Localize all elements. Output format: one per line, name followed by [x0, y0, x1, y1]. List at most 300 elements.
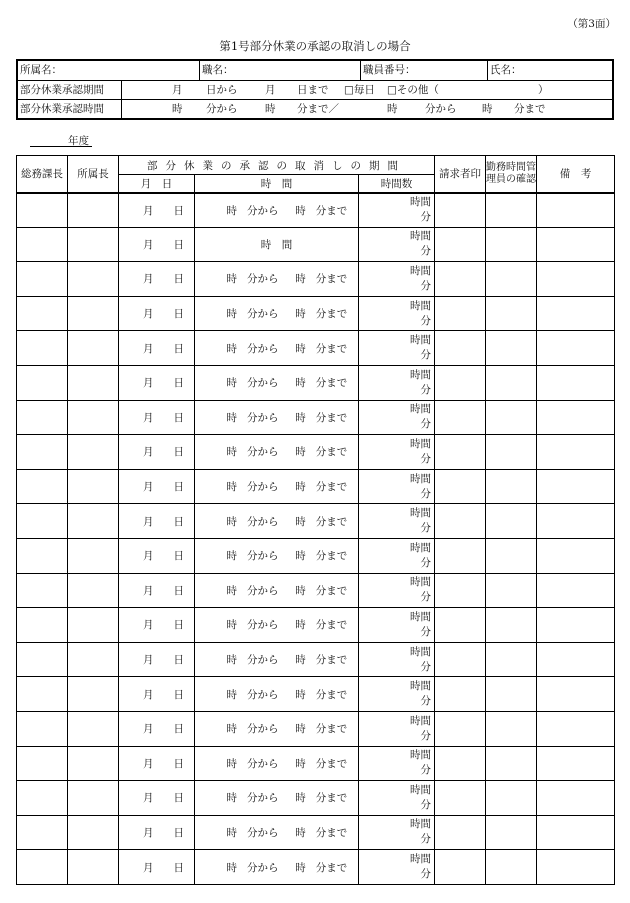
office-head-seal-cell[interactable] [68, 365, 119, 400]
work-time-manager-cell[interactable] [486, 400, 537, 435]
work-time-manager-cell[interactable] [486, 781, 537, 816]
hours-count-cell[interactable] [359, 746, 435, 781]
hour-to: 時 [295, 446, 306, 459]
table-row [17, 400, 615, 435]
minutes-unit: 分 [420, 868, 432, 881]
remarks-cell[interactable] [537, 781, 615, 816]
general-manager-seal-cell[interactable] [17, 400, 68, 435]
applicant-seal-cell[interactable] [435, 193, 486, 228]
month-day-cell[interactable] [119, 504, 195, 539]
hours-unit: 時間 [410, 507, 432, 520]
applicant-seal-cell[interactable] [435, 365, 486, 400]
minutes-unit: 分 [420, 383, 432, 396]
position-field[interactable] [199, 61, 360, 80]
applicant-seal-cell[interactable] [435, 331, 486, 366]
month-day-cell[interactable] [119, 746, 195, 781]
time-cell[interactable] [195, 193, 359, 228]
month-day-cell[interactable] [119, 677, 195, 712]
day-unit: 日 [173, 584, 184, 597]
hour-from: 時 [226, 688, 237, 701]
general-manager-seal-cell[interactable] [17, 504, 68, 539]
hours-unit: 時間 [410, 196, 432, 209]
time-cell[interactable] [195, 608, 359, 643]
time-cell[interactable] [195, 331, 359, 366]
general-manager-seal-cell[interactable] [17, 677, 68, 712]
hour-to: 時 [295, 688, 306, 701]
hours-unit: 時間 [410, 368, 432, 381]
work-time-manager-cell[interactable] [486, 608, 537, 643]
month-unit: 月 [143, 792, 154, 805]
office-head-seal-cell[interactable] [68, 262, 119, 297]
month-day-cell[interactable] [119, 262, 195, 297]
remarks-cell[interactable] [537, 850, 615, 885]
time-cell[interactable] [195, 815, 359, 850]
hours-unit: 時間 [410, 680, 432, 693]
minute-to: 分まで [315, 584, 348, 597]
day-unit: 日 [173, 411, 184, 424]
office-head-seal-cell[interactable] [68, 435, 119, 470]
office-head-seal-cell[interactable] [68, 677, 119, 712]
hours-count-cell[interactable] [359, 365, 435, 400]
month-unit: 月 [143, 377, 154, 390]
time-cell[interactable] [195, 296, 359, 331]
applicant-seal-cell[interactable] [435, 538, 486, 573]
month-unit: 月 [143, 411, 154, 424]
applicant-seal-cell[interactable] [435, 435, 486, 470]
general-manager-seal-cell[interactable] [17, 538, 68, 573]
minute-from: 分から [247, 861, 279, 874]
time-cell[interactable] [195, 365, 359, 400]
minute-to: 分まで [315, 204, 348, 217]
general-manager-seal-cell[interactable] [17, 435, 68, 470]
hours-count-cell[interactable] [359, 642, 435, 677]
office-head-seal-cell[interactable] [68, 746, 119, 781]
work-time-manager-cell[interactable] [486, 538, 537, 573]
hour-to: 時 [295, 273, 306, 286]
remarks-cell[interactable] [537, 677, 615, 712]
day-unit: 日 [173, 342, 184, 355]
minute-to: 分まで [315, 723, 348, 736]
period-from: 日から [206, 84, 238, 96]
hours-count-cell[interactable] [359, 400, 435, 435]
hours-unit: 時間 [410, 853, 432, 866]
work-time-manager-cell[interactable] [486, 746, 537, 781]
hours-label: 部分休業承認時間 [20, 103, 104, 115]
office-head-seal-cell[interactable] [68, 193, 119, 228]
month-unit: 月 [143, 688, 154, 701]
hour-to: 時 [295, 654, 306, 667]
hours-count-cell[interactable] [359, 677, 435, 712]
remarks-cell[interactable] [537, 573, 615, 608]
general-manager-seal-cell[interactable] [17, 193, 68, 228]
applicant-seal-cell[interactable] [435, 711, 486, 746]
minutes-unit: 分 [420, 452, 432, 465]
general-manager-seal-cell[interactable] [17, 573, 68, 608]
time-cell[interactable] [195, 746, 359, 781]
applicant-seal-cell[interactable] [435, 296, 486, 331]
hours-m2: 分まで／ [297, 103, 339, 115]
applicant-seal-cell[interactable] [435, 227, 486, 262]
table-row [17, 815, 615, 850]
month-day-cell[interactable] [119, 642, 195, 677]
general-manager-seal-cell[interactable] [17, 642, 68, 677]
hour-to: 時 [295, 757, 306, 770]
hour-to: 時 [295, 619, 306, 632]
applicant-seal-cell[interactable] [435, 677, 486, 712]
employee-number-field[interactable] [360, 61, 487, 80]
hour-from: 時 [226, 308, 237, 321]
applicant-seal-cell[interactable] [435, 850, 486, 885]
work-time-manager-cell[interactable] [486, 469, 537, 504]
minute-to: 分まで [315, 446, 348, 459]
month-unit: 月 [143, 204, 154, 217]
office-head-seal-cell[interactable] [68, 400, 119, 435]
time-cell[interactable] [195, 435, 359, 470]
month-day-cell[interactable] [119, 538, 195, 573]
month-unit: 月 [143, 515, 154, 528]
minutes-unit: 分 [420, 798, 432, 811]
info-table [16, 59, 614, 120]
office-head-seal-cell[interactable] [68, 850, 119, 885]
day-unit: 日 [173, 688, 184, 701]
minute-to: 分まで [315, 411, 348, 424]
work-time-manager-cell[interactable] [486, 262, 537, 297]
minutes-unit: 分 [420, 625, 432, 638]
month-day-cell[interactable] [119, 815, 195, 850]
applicant-seal-cell[interactable] [435, 608, 486, 643]
general-manager-seal-cell[interactable] [17, 850, 68, 885]
work-time-manager-cell[interactable] [486, 296, 537, 331]
office-head-seal-cell[interactable] [68, 781, 119, 816]
table-row [17, 262, 615, 297]
table-row [17, 193, 615, 228]
remarks-cell[interactable] [537, 193, 615, 228]
day-unit: 日 [173, 308, 184, 321]
hour-to: 時 [295, 792, 306, 805]
minutes-unit: 分 [420, 556, 432, 569]
hours-unit: 時間 [410, 783, 432, 796]
time-cell[interactable] [195, 711, 359, 746]
general-manager-seal-cell[interactable] [17, 365, 68, 400]
applicant-seal-cell[interactable] [435, 642, 486, 677]
minute-to: 分まで [315, 481, 348, 494]
month-day-cell[interactable] [119, 296, 195, 331]
hours-h3: 時 [387, 103, 398, 115]
month-day-cell[interactable] [119, 331, 195, 366]
month-day-cell[interactable] [119, 850, 195, 885]
hours-count-cell[interactable] [359, 538, 435, 573]
month-unit: 月 [143, 550, 154, 563]
other-checkbox[interactable]: □その他（ [387, 84, 439, 96]
remarks-cell[interactable] [537, 711, 615, 746]
hour-to: 時 [295, 826, 306, 839]
hours-value[interactable] [121, 100, 612, 118]
remarks-cell[interactable] [537, 365, 615, 400]
header-cancel-period: 部分休業の承認の取消しの期間 [119, 156, 435, 175]
work-time-manager-cell[interactable] [486, 573, 537, 608]
month-day-cell[interactable] [119, 573, 195, 608]
table-row [17, 469, 615, 504]
work-time-manager-cell[interactable] [486, 850, 537, 885]
applicant-seal-cell[interactable] [435, 815, 486, 850]
remarks-cell[interactable] [537, 504, 615, 539]
minute-to: 分まで [315, 688, 348, 701]
hours-count-cell[interactable] [359, 469, 435, 504]
hours-count-cell[interactable] [359, 815, 435, 850]
table-row [17, 573, 615, 608]
work-time-manager-cell[interactable] [486, 815, 537, 850]
work-time-manager-cell[interactable] [486, 365, 537, 400]
day-unit: 日 [173, 861, 184, 874]
general-manager-seal-cell[interactable] [17, 608, 68, 643]
hours-unit: 時間 [410, 230, 432, 243]
work-time-manager-cell[interactable] [486, 227, 537, 262]
work-time-manager-cell[interactable] [486, 711, 537, 746]
period-label: 部分休業承認期間 [20, 84, 104, 96]
month-day-cell[interactable] [119, 608, 195, 643]
general-manager-seal-cell[interactable] [17, 227, 68, 262]
office-head-seal-cell[interactable] [68, 469, 119, 504]
hour-from: 時 [226, 861, 237, 874]
general-manager-seal-cell[interactable] [17, 746, 68, 781]
table-row [17, 435, 615, 470]
time-cell[interactable] [195, 642, 359, 677]
name-field[interactable] [487, 61, 612, 80]
hours-count-cell[interactable] [359, 331, 435, 366]
minute-from: 分から [247, 411, 279, 424]
fiscal-year-label: 年度 [68, 135, 89, 147]
general-manager-seal-cell[interactable] [17, 711, 68, 746]
time-cell[interactable] [195, 262, 359, 297]
minute-from: 分から [247, 688, 279, 701]
hours-count-cell[interactable] [359, 781, 435, 816]
remarks-cell[interactable] [537, 642, 615, 677]
minutes-unit: 分 [420, 245, 432, 258]
office-head-seal-cell[interactable] [68, 538, 119, 573]
day-unit: 日 [173, 377, 184, 390]
general-manager-seal-cell[interactable] [17, 815, 68, 850]
table-row [17, 296, 615, 331]
hour-from: 時 [226, 619, 237, 632]
table-row [17, 711, 615, 746]
remarks-cell[interactable] [537, 400, 615, 435]
hours-unit: 時間 [410, 264, 432, 277]
office-head-seal-cell[interactable] [68, 573, 119, 608]
hours-h2: 時 [265, 103, 276, 115]
remarks-cell[interactable] [537, 608, 615, 643]
month-day-cell[interactable] [119, 711, 195, 746]
minute-from: 分から [247, 826, 279, 839]
time-cell[interactable]: 時 間 [195, 227, 359, 262]
month-day-cell[interactable] [119, 435, 195, 470]
minute-from: 分から [247, 377, 279, 390]
remarks-cell[interactable] [537, 469, 615, 504]
month-unit: 月 [143, 273, 154, 286]
time-cell[interactable] [195, 850, 359, 885]
office-head-seal-cell[interactable] [68, 331, 119, 366]
time-cell[interactable] [195, 538, 359, 573]
remarks-cell[interactable] [537, 815, 615, 850]
hours-count-cell[interactable] [359, 850, 435, 885]
applicant-seal-cell[interactable] [435, 781, 486, 816]
applicant-seal-cell[interactable] [435, 262, 486, 297]
hour-to: 時 [295, 377, 306, 390]
office-head-seal-cell[interactable] [68, 815, 119, 850]
minute-to: 分まで [315, 826, 348, 839]
affiliation-field[interactable] [18, 61, 199, 80]
minutes-unit: 分 [420, 764, 432, 777]
applicant-seal-cell[interactable] [435, 504, 486, 539]
hour-to: 時 [295, 515, 306, 528]
minute-from: 分から [247, 584, 279, 597]
month-unit: 月 [143, 757, 154, 770]
month-unit: 月 [143, 584, 154, 597]
day-unit: 日 [173, 204, 184, 217]
general-manager-seal-cell[interactable] [17, 469, 68, 504]
applicant-seal-cell[interactable] [435, 469, 486, 504]
day-unit: 日 [173, 550, 184, 563]
work-time-manager-cell[interactable] [486, 435, 537, 470]
remarks-cell[interactable] [537, 262, 615, 297]
cancellation-table [16, 155, 615, 885]
minute-from: 分から [247, 308, 279, 321]
minute-from: 分から [247, 273, 279, 286]
position-label: 職名： [202, 64, 234, 76]
minute-from: 分から [247, 550, 279, 563]
hours-count-cell[interactable] [359, 435, 435, 470]
remarks-cell[interactable] [537, 227, 615, 262]
period-value[interactable] [121, 81, 612, 99]
month-day-cell[interactable] [119, 400, 195, 435]
hours-unit: 時間 [410, 334, 432, 347]
month-day-cell[interactable] [119, 781, 195, 816]
office-head-seal-cell[interactable] [68, 504, 119, 539]
minute-to: 分まで [315, 342, 348, 355]
hours-count-cell[interactable] [359, 193, 435, 228]
minutes-unit: 分 [420, 660, 432, 673]
hours-unit: 時間 [410, 818, 432, 831]
hours-count-cell[interactable] [359, 608, 435, 643]
hours-count-cell[interactable] [359, 711, 435, 746]
hours-count-cell[interactable] [359, 262, 435, 297]
hour-from: 時 [226, 584, 237, 597]
general-manager-seal-cell[interactable] [17, 296, 68, 331]
general-manager-seal-cell[interactable] [17, 262, 68, 297]
remarks-cell[interactable] [537, 331, 615, 366]
minutes-unit: 分 [420, 591, 432, 604]
table-row [17, 538, 615, 573]
month-unit: 月 [143, 619, 154, 632]
work-time-manager-cell[interactable] [486, 193, 537, 228]
time-cell[interactable] [195, 400, 359, 435]
remarks-cell[interactable] [537, 746, 615, 781]
minutes-unit: 分 [420, 314, 432, 327]
info-row-identity [18, 61, 612, 80]
work-time-manager-cell[interactable] [486, 504, 537, 539]
header-hours: 時間数 [359, 175, 435, 193]
office-head-seal-cell[interactable] [68, 608, 119, 643]
office-head-seal-cell[interactable] [68, 711, 119, 746]
day-unit: 日 [173, 238, 184, 251]
day-unit: 日 [173, 619, 184, 632]
hour-from: 時 [226, 792, 237, 805]
time-cell[interactable] [195, 677, 359, 712]
day-unit: 日 [173, 481, 184, 494]
hour-from: 時 [226, 550, 237, 563]
office-head-seal-cell[interactable] [68, 296, 119, 331]
day-unit: 日 [173, 792, 184, 805]
time-cell[interactable] [195, 469, 359, 504]
month-day-cell[interactable] [119, 193, 195, 228]
applicant-seal-cell[interactable] [435, 400, 486, 435]
time-cell[interactable] [195, 573, 359, 608]
minute-to: 分まで [315, 377, 348, 390]
minutes-unit: 分 [420, 418, 432, 431]
remarks-cell[interactable] [537, 435, 615, 470]
minute-from: 分から [247, 446, 279, 459]
remarks-cell[interactable] [537, 538, 615, 573]
month-unit: 月 [143, 481, 154, 494]
month-day-cell[interactable] [119, 365, 195, 400]
hour-from: 時 [226, 446, 237, 459]
work-time-manager-cell[interactable] [486, 642, 537, 677]
every-day-checkbox[interactable]: □毎日 [344, 84, 375, 96]
header-general-manager: 総務課長 [17, 156, 68, 193]
table-row [17, 504, 615, 539]
minute-to: 分まで [315, 515, 348, 528]
day-unit: 日 [173, 757, 184, 770]
affiliation-label: 所属名： [20, 64, 62, 76]
hours-count-cell[interactable] [359, 296, 435, 331]
office-head-seal-cell[interactable] [68, 227, 119, 262]
month-day-cell[interactable] [119, 469, 195, 504]
minutes-unit: 分 [420, 522, 432, 535]
hours-unit: 時間 [410, 714, 432, 727]
period-month-2: 月 [265, 84, 276, 96]
applicant-seal-cell[interactable] [435, 573, 486, 608]
minute-to: 分まで [315, 550, 348, 563]
hour-from: 時 [226, 515, 237, 528]
hour-to: 時 [295, 308, 306, 321]
table-row [17, 608, 615, 643]
minute-from: 分から [247, 757, 279, 770]
office-head-seal-cell[interactable] [68, 642, 119, 677]
general-manager-seal-cell[interactable] [17, 331, 68, 366]
month-unit: 月 [143, 826, 154, 839]
hour-to: 時 [295, 481, 306, 494]
general-manager-seal-cell[interactable] [17, 781, 68, 816]
applicant-seal-cell[interactable] [435, 746, 486, 781]
day-unit: 日 [173, 515, 184, 528]
time-cell[interactable] [195, 504, 359, 539]
minutes-unit: 分 [420, 349, 432, 362]
fiscal-year-underline[interactable] [30, 146, 92, 147]
hours-count-cell[interactable] [359, 227, 435, 262]
remarks-cell[interactable] [537, 296, 615, 331]
form-number: （第3面） [567, 18, 616, 30]
work-time-manager-cell[interactable] [486, 331, 537, 366]
hours-count-cell[interactable] [359, 573, 435, 608]
time-cell[interactable] [195, 781, 359, 816]
hour-from: 時 [226, 481, 237, 494]
minutes-unit: 分 [420, 729, 432, 742]
month-day-cell[interactable] [119, 227, 195, 262]
work-time-manager-cell[interactable] [486, 677, 537, 712]
hour-from: 時 [226, 342, 237, 355]
hours-count-cell[interactable] [359, 504, 435, 539]
hours-unit: 時間 [410, 299, 432, 312]
minute-from: 分から [247, 342, 279, 355]
